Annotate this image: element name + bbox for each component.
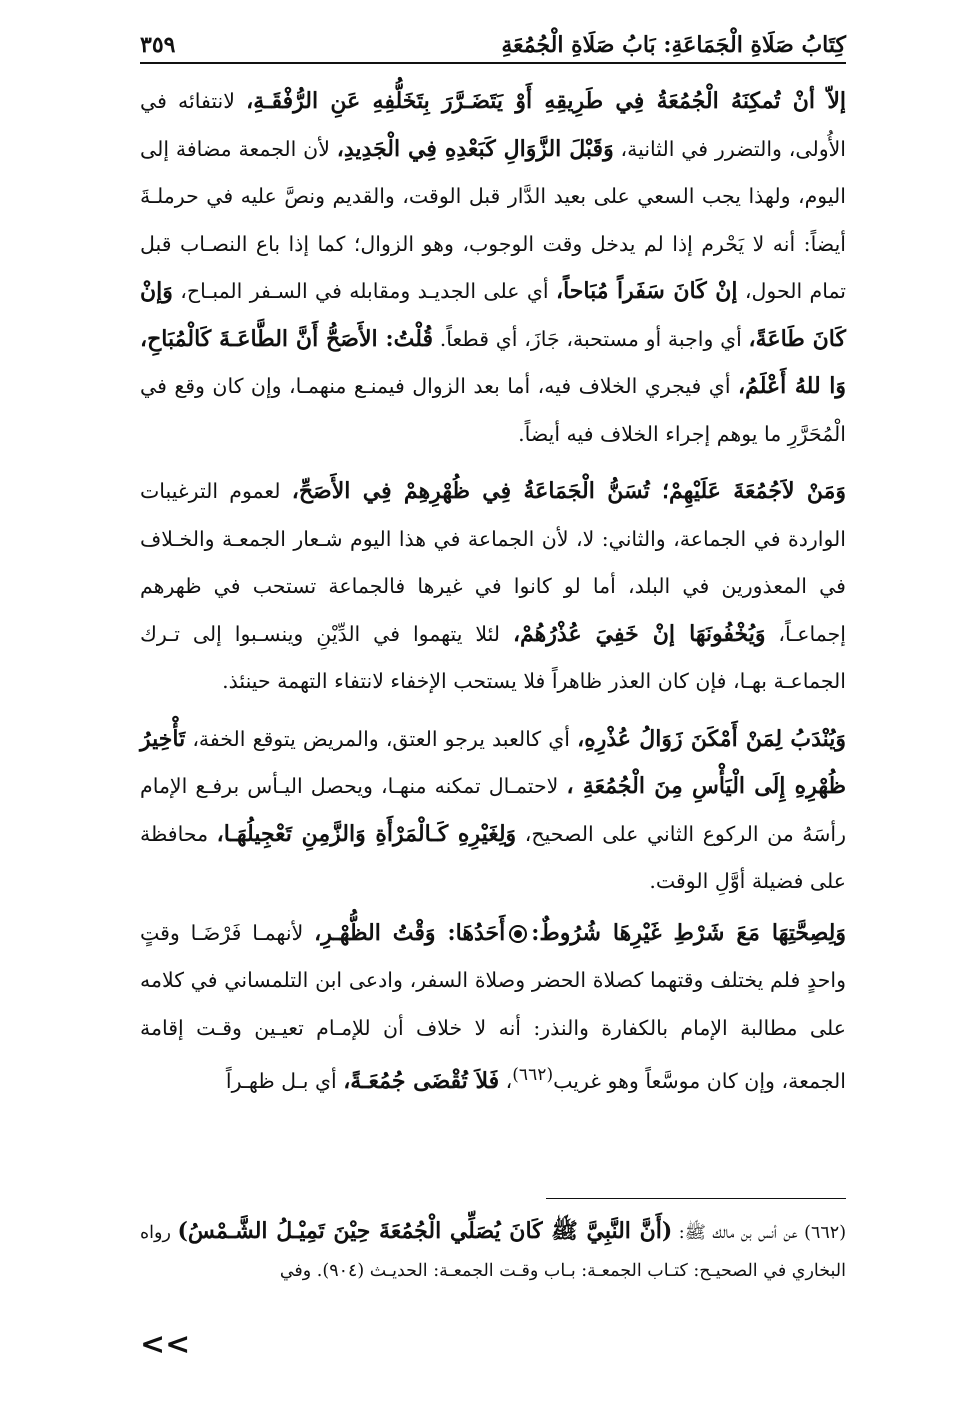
page-header bbox=[140, 28, 846, 64]
running-title: كِتَابُ صَلَاةِ الْجَمَاعَةِ: بَابُ صَلَاةِ الْجُمُعَةِ bbox=[501, 32, 846, 58]
sharh-text: أي بـل ظهـراً bbox=[225, 1068, 344, 1093]
matn-text: فَلاَ تُقْضَى جُمُعَـةً، bbox=[343, 1067, 500, 1094]
matn-text: تَأْخِيرُ ظُهْرِهِ إِلَى الْيَأْسِ مِنَ الْجُمُعَةِ ، bbox=[140, 725, 846, 799]
sharh-text: لأن الجمعة مضافة إلى اليوم، ولهذا يجب السعي على بعيد الدَّار قبل الوقت، والقديم ونصَّ عليه في حرملـةَ أيضاً: أنه لا يَحْرم إذا لم يدخل وقت الوجوب، وهو الزوال؛ كما إذا باع النصـاب قبل تمام الحول، bbox=[140, 136, 847, 303]
sharh-text: أي كالعبد يرجو العتق، والمريض يتوقع الخفة، bbox=[185, 726, 578, 751]
paragraph bbox=[140, 468, 846, 706]
matn-text: وَيُنْدَبُ لِمَنْ أَمْكَنَ زَوَالُ عُذْرِهِ، bbox=[577, 725, 847, 752]
footnote-separator bbox=[546, 1198, 846, 1199]
matn-text: وَإنْ كَانَ طَاعَةً، bbox=[140, 278, 846, 352]
matn-text: أَحَدُهَا: وَقْتُ الظُّهْـرِ، bbox=[314, 919, 506, 946]
matn-text: وَمَنْ لاَجُمُعَةَ عَلَيْهِمْ؛ تُسَنُّ الْجَمَاعَةُ فِي ظُهْرِهِمْ فِي الأَصَحِّ، bbox=[291, 478, 846, 504]
continuation-mark: << bbox=[140, 1327, 191, 1362]
sharh-text: لانتفائه في الأُولى، والتضرر في الثانية، bbox=[140, 89, 846, 161]
sharh-text: لعموم الترغيبات الواردة في الجماعة، والثاني: لا، لأن الجماعة في هذا اليوم شـعار الجمعـة والخـلاف في المعذورين في البلد، أما لو كانوا في غيرها فالجماعة تستحب في ظهرهم إجماعـاً، bbox=[140, 479, 846, 646]
matn-text: وَقَبْلَ الزَّوَالِ كَبَعْدِهِ فِي الْجَدِيدِ، bbox=[336, 135, 614, 162]
sharh-text: محافظة على فضيلة أوَّلِ الوقت. bbox=[140, 821, 846, 893]
sharh-text: لئلا يتهموا في الدِّيْنِ وينسـبوا إلى تـرك الجماعـة بهـا، فإن كان العذر ظاهراً فلا يستحب الإخفاء لانتفاء التهمة حينئذ. bbox=[140, 621, 846, 693]
sharh-text: لأنهمـا فَرْضَـا وقتٍ واحدٍ فلم يختلف وقتهما كصلاة الحضر وصلاة السفر، وادعى ابن التلمساني في كلامه على مطالبة الإمام بالكفارة والنذر: أنه لا خلاف أن للإمـام تعيـين وقـت إقامة الجمعة، وإن كان موسَّعاً وهو غريب bbox=[140, 920, 846, 1093]
matn-text: إلاّ أنْ تُمكِنَهُ الْجُمُعَةُ فِي طَرِيقِهِ أَوْ يَتَضَـرَّرَ بِتَخَلُّفِهِ عَنِ الرُّفْقَـةِ، bbox=[246, 88, 846, 114]
sharh-text: أي فيجري الخلاف فيه، أما بعد الزوال فيمنـع منهمـا، وإن كان وقع في الْمُحَرَّرِ ما يوهم إجراء الخلاف فيه أيضاً. bbox=[140, 374, 846, 446]
matn-text: قُلْتُ: الأَصَحُّ أَنَّ الطَّاعَـةَ كَالْمُبَاحِ، وَا للهُ أَعْلَمُ، bbox=[140, 325, 846, 399]
sharh-text: لاحتمـال تمكنه منهـا، ويحصل اليـأس برفـع الإمام رأسَهُ من الركوع الثاني على الصحيح، bbox=[140, 774, 846, 846]
paragraph bbox=[140, 78, 846, 458]
main-text bbox=[140, 78, 846, 1105]
sharh-text: رواه البخاري في الصحيـح: كتـاب الجمعـة: بـاب وقـت الجمعـة: الحديـث (٩٠٤). وفي bbox=[140, 1223, 846, 1281]
page-number: ٣٥٩ bbox=[140, 32, 176, 58]
matn-text: وَلِصِحَّتِهَا مَعَ شَرْطِ غَيْرِهَا شُرُوطٌ: bbox=[531, 919, 846, 946]
footnote-ref[interactable]: (٦٦٢) bbox=[512, 1065, 554, 1085]
sharh-text: ، bbox=[499, 1068, 513, 1093]
paragraph bbox=[140, 910, 846, 1106]
sharh-text: أي واجبة أو مستحبة، جَازَ، أي قطعاً. bbox=[433, 326, 749, 351]
paragraph bbox=[140, 716, 846, 906]
matn-text: وَيُخْفُونَهَا إنْ خَفِيَ عُذْرُهُمْ، bbox=[512, 620, 766, 647]
matn-text: وَلِغَيْرِهِ كَـالْمَرْأَةِ وَالزَّمِنِ تَعْجِيلُهَـا، bbox=[216, 820, 517, 847]
sharh-text: أي على الجديـد ومقابله في السـفر المبـاح، bbox=[172, 279, 556, 303]
sharh-text: (٦٦٢) عن أنس بن مالك ﷺ: bbox=[672, 1223, 847, 1243]
footnote bbox=[140, 1212, 846, 1290]
footnotes bbox=[140, 1212, 846, 1290]
bullet-icon bbox=[509, 925, 527, 943]
matn-text: (أَنَّ النَّبِيَّ ﷺ كَانَ يُصَلِّي الْجُمُعَةَ حِيْنَ تَمِيْـلُ الشَّـمْسُ) bbox=[177, 1218, 673, 1244]
matn-text: إنْ كَانَ سَفَراً مُبَاحاً، bbox=[556, 278, 738, 304]
